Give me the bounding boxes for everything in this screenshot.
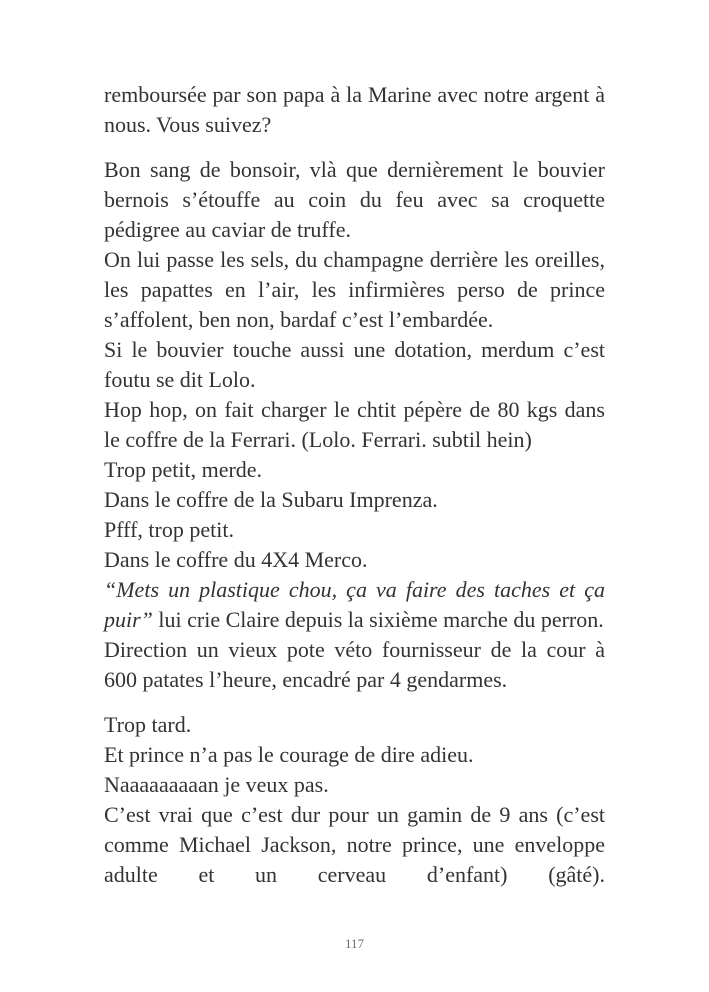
paragraph-pfff: Pfff, trop petit. — [104, 517, 234, 542]
quote-italic-text: “Mets un plastique chou, ça va faire des taches et ça puir” — [104, 577, 605, 632]
paragraph-troptard: Trop tard. — [104, 712, 192, 737]
paragraph-subaru: Dans le coffre de la Subaru Imprenza. — [104, 487, 438, 512]
paragraph-naan: Naaaaaaaaan je veux pas. — [104, 772, 329, 797]
paragraph-continuation: remboursée par son papa à la Marine avec notre argent à nous. Vous suivez? — [104, 82, 605, 137]
paragraph-onlui: On lui passe les sels, du champagne derrière les oreilles, les papattes en l’air, les infirmières perso de prince s’affolent, ben non, bardaf c’est l’embardée. — [104, 247, 605, 332]
paragraph-merco: Dans le coffre du 4X4 Merco. — [104, 547, 368, 572]
paragraph-etprince: Et prince n’a pas le courage de dire adieu. — [104, 742, 474, 767]
quote-attribution: lui crie Claire depuis la sixième marche du perron. — [158, 607, 604, 632]
paragraph-cestvrai: C’est vrai que c’est dur pour un gamin de 9 ans (c’est comme Michael Jackson, notre prince, une enveloppe adulte et un cerveau d’enfant) (gâté). — [104, 802, 605, 887]
page-text — [104, 80, 605, 890]
page-number: 117 — [344, 936, 365, 951]
paragraph-bonsang: Bon sang de bonsoir, vlà que dernièrement le bouvier bernois s’étouffe au coin du feu avec sa croquette pédigree au caviar de truffe. — [104, 157, 605, 242]
paragraph-hophop: Hop hop, on fait charger le chtit pépère de 80 kgs dans le coffre de la Ferrari. (Lolo. Ferrari. subtil hein) — [104, 397, 605, 452]
paragraph-troppetit: Trop petit, merde. — [104, 457, 263, 482]
paragraph-quote — [104, 575, 605, 635]
paragraph-silebouvier: Si le bouvier touche aussi une dotation, merdum c’est foutu se dit Lolo. — [104, 337, 605, 392]
paragraph-direction: Direction un vieux pote véto fournisseur de la cour à 600 patates l’heure, encadré par 4 gendarmes. — [104, 637, 605, 692]
